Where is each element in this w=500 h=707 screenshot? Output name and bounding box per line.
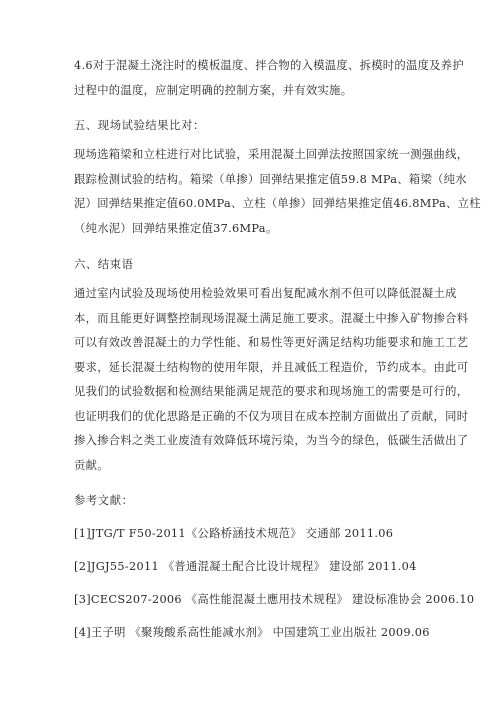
- section-5-heading: 五、现场试验结果比对：: [74, 119, 205, 132]
- text-line: 掺入掺合料之类工业废渣有效降低环境污染，为当今的绿色，低碳生活做出了: [74, 434, 469, 447]
- text-line: 要求，延长混凝土结构物的使用年限，并且减低工程造价，节约成本。由此可: [74, 360, 469, 374]
- reference-item-1: [1]JTG/T F50-2011《公路桥涵技术规范》 交通部 2011.06: [74, 527, 394, 540]
- section-6-heading: 六、结束语: [74, 258, 134, 271]
- text-line: 也证明我们的优化思路是正确的不仅为项目在成本控制方面做出了贡献，同时: [74, 409, 469, 423]
- paragraph-section-4-6: [74, 54, 464, 103]
- references-heading: 参考文献：: [74, 494, 134, 507]
- text-line: 贡献。: [74, 458, 109, 472]
- text-line: 现场选箱梁和立柱进行对比试验，采用混凝土回弹法按照国家统一测强曲线，: [74, 148, 469, 161]
- text-line: 本，而且能更好调整控制现场混凝土满足施工要求。混凝土中掺入矿物掺合料: [74, 311, 469, 325]
- reference-item-4: [4]王子明 《聚羧酸系高性能减水剂》 中国建筑工业出版社 2009.06: [74, 626, 430, 639]
- paragraph-conclusion: [74, 282, 469, 478]
- text-line: 通过室内试验及现场使用检验效果可看出复配减水剂不但可以降低混凝土成: [74, 287, 457, 300]
- paragraph-field-test: [74, 143, 481, 241]
- text-line: 见我们的试验数据和检测结果能满足规范的要求和现场施工的需要是可行的，: [74, 385, 469, 398]
- text-line: 过程中的温度，应制定明确的控制方案，并有效实施。: [74, 83, 353, 97]
- text-line: 跟踪检测试验的结构。箱梁（单掺）回弹结果推定值59.8 MPa、箱梁（纯水: [74, 172, 467, 186]
- text-line: 泥）回弹结果推定值60.0MPa、立柱（单掺）回弹结果推定值46.8MPa、立柱: [74, 197, 481, 210]
- text-line: （纯水泥）回弹结果推定值37.6MPa。: [74, 221, 278, 235]
- text-line: 可以有效改善混凝土的力学性能、和易性等更好满足结构功能要求和施工工艺: [74, 336, 469, 349]
- text-line: 4.6对于混凝土浇注时的模板温度、拌合物的入模温度、拆模时的温度及养护: [74, 59, 464, 72]
- reference-item-3: [3]CECS207-2006 《高性能混凝土應用技术规程》 建设标准协会 2006.10: [74, 593, 475, 606]
- reference-item-2: [2]JGJ55-2011 《普通混凝土配合比设计规程》 建设部 2011.04: [74, 560, 417, 573]
